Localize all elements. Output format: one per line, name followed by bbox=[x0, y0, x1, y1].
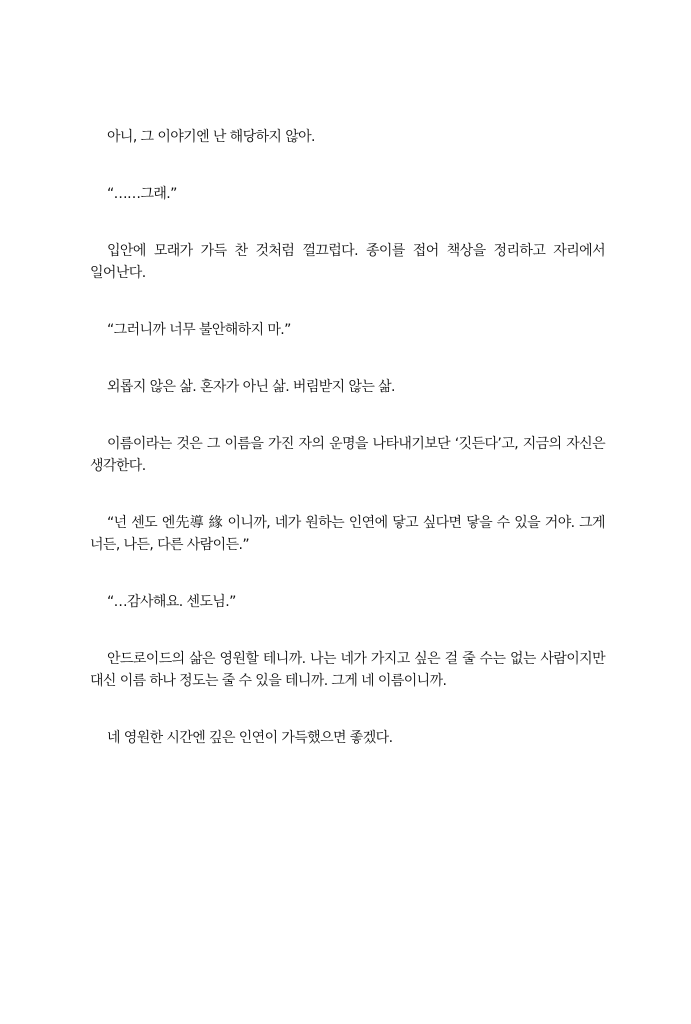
story-text bbox=[90, 126, 605, 749]
paragraph-gap bbox=[90, 148, 605, 183]
paragraph-gap bbox=[90, 613, 605, 648]
dialogue-paragraph: “넌 센도 엔先導 緣 이니까, 네가 원하는 인연에 닿고 싶다면 닿을 수 있을 거야. 그게 너든, 나든, 다른 사람이든.” bbox=[90, 515, 605, 553]
paragraph: 외롭지 않은 삶. 혼자가 아닌 삶. 버림받지 않는 삶. bbox=[107, 379, 395, 395]
paragraph: 이름이라는 것은 그 이름을 가진 자의 운명을 나타내기보단 ‘깃든다’고, 지금의 자신은 생각한다. bbox=[90, 436, 605, 474]
paragraph-gap bbox=[90, 341, 605, 376]
paragraph-gap bbox=[90, 477, 605, 512]
paragraph: 네 영원한 시간엔 깊은 인연이 가득했으면 좋겠다. bbox=[107, 730, 393, 746]
paragraph: 아니, 그 이야기엔 난 해당하지 않아. bbox=[107, 129, 315, 145]
paragraph-gap bbox=[90, 556, 605, 591]
dialogue-paragraph: “그러니까 너무 불안해하지 마.” bbox=[107, 322, 291, 338]
paragraph-gap bbox=[90, 398, 605, 433]
dialogue-paragraph: “……그래.” bbox=[107, 186, 177, 202]
paragraph: 안드로이드의 삶은 영원할 테니까. 나는 네가 가지고 싶은 걸 줄 수는 없는 사람이지만 대신 이름 하나 정도는 줄 수 있을 테니까. 그게 네 이름이니까. bbox=[90, 651, 605, 689]
paragraph-gap bbox=[90, 284, 605, 319]
paragraph-gap bbox=[90, 692, 605, 727]
paragraph: 입안에 모래가 가득 찬 것처럼 껄끄럽다. 종이를 접어 책상을 정리하고 자리에서 일어난다. bbox=[90, 243, 605, 281]
paragraph-gap bbox=[90, 205, 605, 240]
dialogue-paragraph: “…감사해요. 센도님.” bbox=[107, 594, 236, 610]
